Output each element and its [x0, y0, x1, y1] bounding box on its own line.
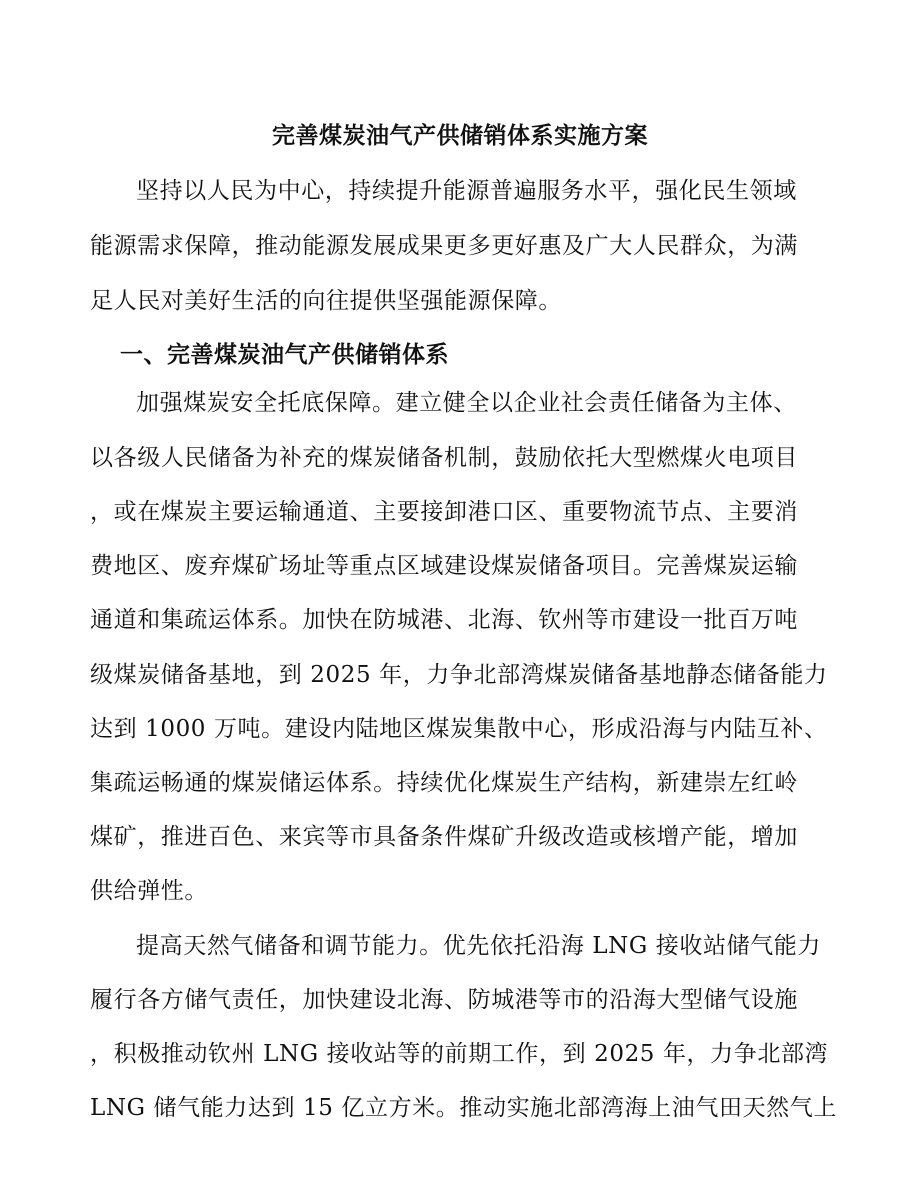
paragraph-line: 费地区、废弃煤矿场址等重点区域建设煤炭储备项目。完善煤炭运输: [90, 553, 798, 579]
paragraph-line: 通道和集疏运体系。加快在防城港、北海、钦州等市建设一批百万吨: [90, 607, 798, 633]
paragraph-line: 煤矿，推进百色、来宾等市具备条件煤矿升级改造或核增产能，增加: [90, 824, 798, 850]
document-title: 完善煤炭油气产供储销体系实施方案: [272, 122, 648, 149]
intro-line: 能源需求保障，推动能源发展成果更多更好惠及广大人民群众，为满: [90, 233, 798, 259]
paragraph-line: LNG 储气能力达到 15 亿立方米。推动实施北部湾海上油气田天然气上: [90, 1095, 837, 1121]
paragraph-line: ，积极推动钦州 LNG 接收站等的前期工作，到 2025 年，力争北部湾: [90, 1041, 829, 1067]
paragraph-line: 集疏运畅通的煤炭储运体系。持续优化煤炭生产结构，新建崇左红岭: [90, 770, 798, 796]
intro-line: 足人民对美好生活的向往提供坚强能源保障。: [90, 288, 562, 314]
paragraph-line: 以各级人民储备为补充的煤炭储备机制，鼓励依托大型燃煤火电项目: [90, 445, 798, 471]
intro-line: 坚持以人民为中心，持续提升能源普遍服务水平，强化民生领域: [136, 178, 797, 204]
paragraph-line: 达到 1000 万吨。建设内陆地区煤炭集散中心，形成沿海与内陆互补、: [90, 716, 828, 742]
paragraph-line: 履行各方储气责任，加快建设北海、防城港等市的沿海大型储气设施: [90, 987, 798, 1013]
paragraph-line: 供给弹性。: [90, 878, 208, 904]
paragraph-line: 提高天然气储备和调节能力。优先依托沿海 LNG 接收站储气能力: [136, 933, 821, 959]
paragraph-line: 级煤炭储备基地，到 2025 年，力争北部湾煤炭储备基地静态储备能力: [90, 662, 828, 688]
paragraph-line: 加强煤炭安全托底保障。建立健全以企业社会责任储备为主体、: [136, 390, 797, 416]
paragraph-line: ，或在煤炭主要运输通道、主要接卸港口区、重要物流节点、主要消: [90, 499, 798, 525]
section-heading: 一、完善煤炭油气产供储销体系: [120, 341, 449, 368]
